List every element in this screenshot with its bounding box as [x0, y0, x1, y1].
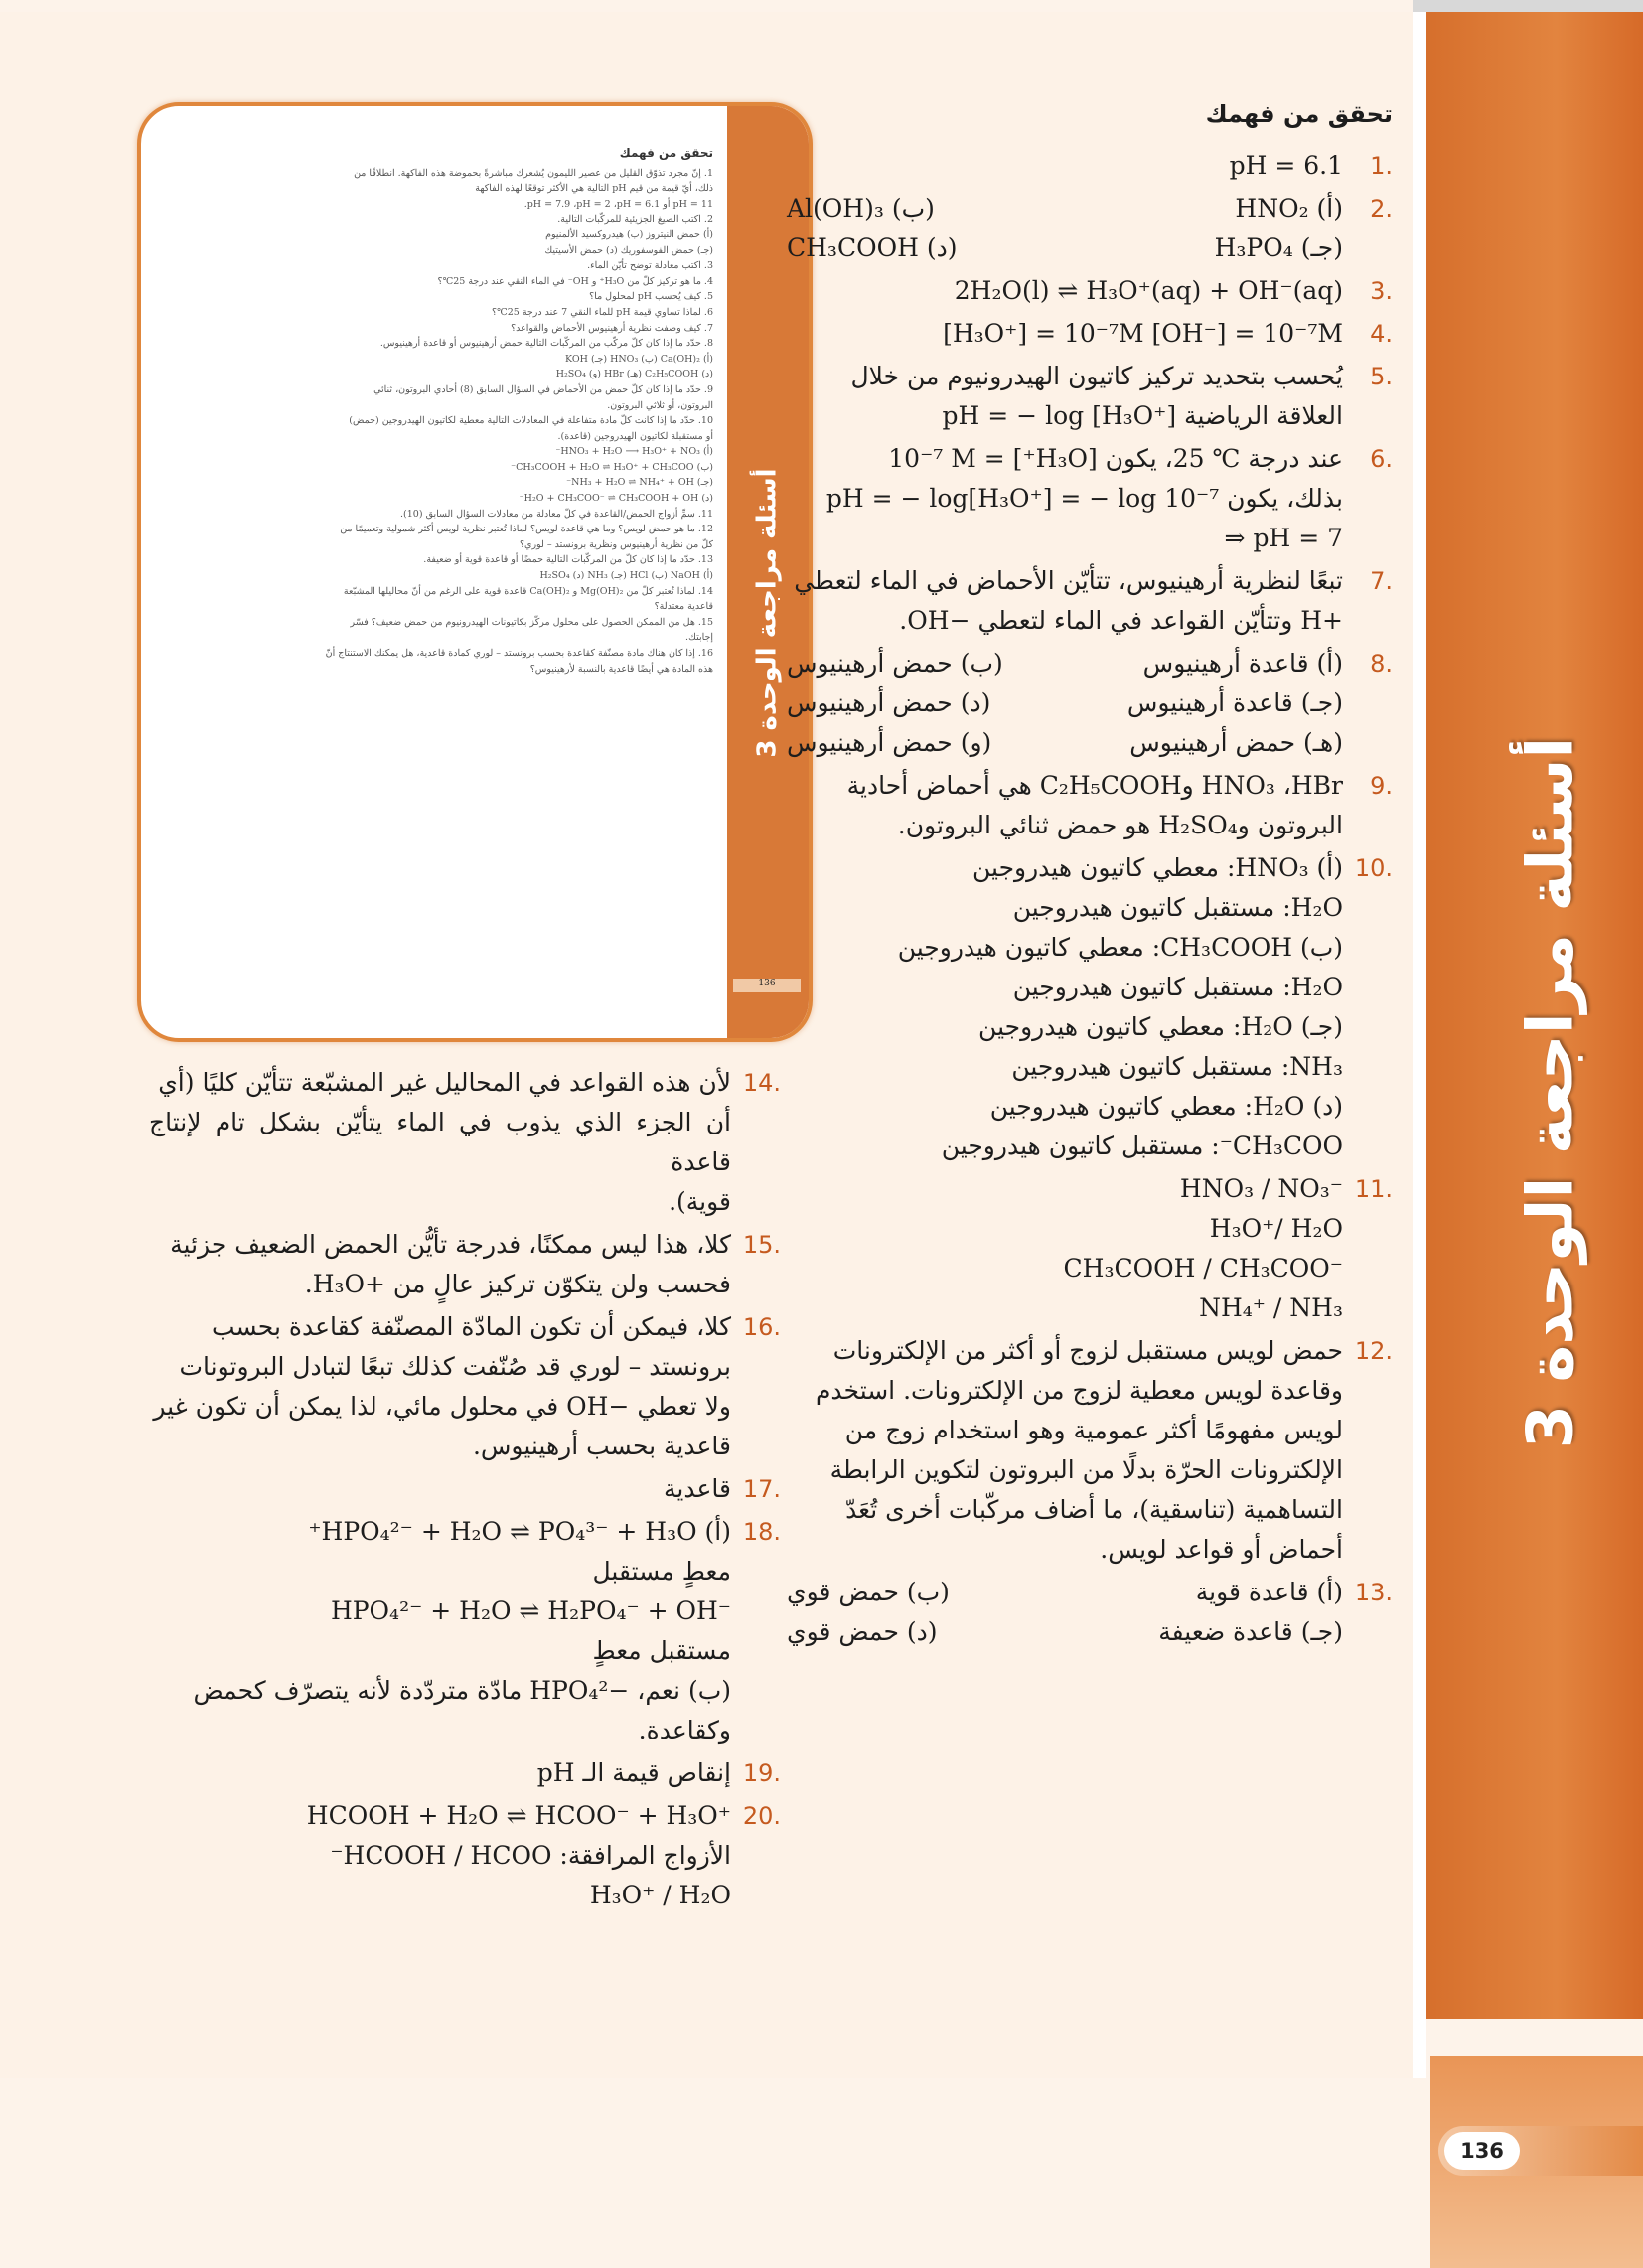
answer-line: معطٍ مستقبل — [592, 1557, 731, 1586]
answers-right-column — [787, 94, 1393, 1655]
answer-item — [787, 644, 1393, 763]
answer-number: .1 — [1370, 152, 1393, 180]
answer-line: (ب) نعم، −HPO₄² مادّة متردّدة لأنه يتصرّف كحمض — [193, 1676, 731, 1705]
thumbnail-line: 10. حدّد ما إذا كانت كلّ مادة متفاعلة في المعادلات التالية معطية لكاتيون الهيدروجين (حمض) — [349, 415, 713, 427]
thumbnail-band-title: أسئلة مراجعة الوحدة 3 — [752, 468, 783, 758]
answer-body — [787, 357, 1343, 436]
thumbnail-heading: تحقق من فهمك — [619, 146, 713, 160]
answer-item — [787, 561, 1393, 641]
answer-line: pH = 6.1 — [1229, 151, 1343, 180]
answer-body — [787, 439, 1343, 558]
answer-item — [149, 1512, 781, 1750]
thumbnail-line: 2. اكتب الصيغ الجزيئية للمركّبات التالية. — [557, 214, 713, 226]
thumbnail-line: 14. لماذا تُعتبر كلّ من Mg(OH)₂ و Ca(OH)₂ قاعدة قوية على الرغم من أنّ محاليلها المشبّعة — [343, 585, 713, 597]
thumbnail-line: (ب) CH₃COOH + H₂O ⇌ H₃O⁺ + CH₃COO⁻ — [511, 461, 713, 473]
answer-line: قوية). — [669, 1187, 731, 1216]
answer-item — [149, 1307, 781, 1466]
answer-body — [787, 314, 1343, 354]
answer-line: وكقاعدة. — [638, 1716, 731, 1744]
answer-item — [787, 314, 1393, 354]
answer-item — [149, 1469, 781, 1509]
unit-title: أسئلة مراجعة الوحدة 3 — [1514, 736, 1587, 1449]
answer-body — [787, 766, 1343, 845]
answer-line: HNO₃ ،HBr وC₂H₅COOH هي أحماض أحادية — [846, 771, 1343, 800]
answer-option: (أ) قاعدة أرهينيوس — [1142, 649, 1343, 678]
thumbnail-line: البروتون، أو ثلاثي البروتون. — [607, 399, 713, 411]
answer-line: لأن هذه القواعد في المحاليل غير المشبّعة تتأيّن كليًا (أي — [158, 1068, 731, 1097]
answer-option: (ب) حمض قوي — [787, 1578, 950, 1606]
thumbnail-line: 8. حدّد ما إذا كان كلّ مركّب من المركّبات التالية حمض أرهينيوس أو قاعدة أرهينيوس. — [379, 338, 713, 350]
thumbnail-line: (جـ) حمض الفوسفوريك (د) حمض الأسيتيك — [544, 244, 713, 256]
student-page-thumbnail — [137, 102, 813, 1042]
thumbnail-line: (جـ) NH₃ + H₂O ⇌ NH₄⁺ + OH⁻ — [566, 477, 713, 489]
answer-number: .6 — [1370, 445, 1393, 473]
top-strip — [1413, 0, 1643, 12]
answer-option-row — [787, 683, 1343, 723]
thumbnail-line: 6. لماذا تساوي قيمة pH للماء النقي 7 عند درجة 25℃؟ — [492, 306, 713, 318]
answer-number: .17 — [742, 1475, 781, 1503]
answer-number: .2 — [1370, 195, 1393, 223]
thumbnail-line: (أ) Ca(OH)₂ (ب) HNO₃ (جـ) KOH — [565, 353, 713, 365]
section-heading: تحقق من فهمك — [1205, 100, 1393, 128]
answer-body — [787, 848, 1343, 1166]
answer-item — [149, 1796, 781, 1915]
answer-item — [787, 357, 1393, 436]
answer-option: (أ) HNO₂ — [1235, 194, 1343, 223]
answer-option-row — [787, 1612, 1343, 1652]
answer-line: فحسب ولن يتكوّن تركيز عالٍ من +H₃O. — [304, 1270, 731, 1298]
answer-line: كلا، فيمكن أن تكون المادّة المصنّفة كقاعدة بحسب — [211, 1312, 731, 1341]
answer-number: .3 — [1370, 277, 1393, 305]
answer-number: .15 — [742, 1231, 781, 1259]
answer-line: ⇒ pH = 7 — [1224, 524, 1343, 552]
answer-option-row — [787, 644, 1343, 683]
answer-line: تبعًا لنظرية أرهينيوس، تتأيّن الأحماض في الماء لتعطي — [794, 566, 1343, 595]
thumbnail-line: هذه المادة هي أيضًا قاعدية بالنسبة لأرهينيوس؟ — [529, 663, 713, 675]
answer-number: .10 — [1354, 854, 1393, 882]
answer-line: عند درجة ℃ 25، يكون [H₃O⁺] = 10⁻⁷ M — [888, 444, 1343, 473]
answer-number: .19 — [742, 1759, 781, 1787]
answer-line: (جـ) H₂O: معطي كاتيون هيدروجين — [978, 1012, 1343, 1041]
thumbnail-line: 12. ما هو حمض لويس؟ وما هي قاعدة لويس؟ لماذا تُعتبر نظرية لويس أكثر شمولية وتعميمًا من — [340, 524, 713, 535]
thumbnail-page-number: 136 — [733, 979, 801, 992]
answer-line: بذلك، يكون pH = − log[H₃O⁺] = − log 10⁻⁷ — [825, 484, 1343, 513]
thumbnail-line: 16. إذا كان هناك مادة مصنّفة كقاعدة بحسب برونستد – لوري كمادة قاعدية، هل يمكنك الاستنتاج أنّ — [325, 648, 713, 659]
answer-line: كلا، هذا ليس ممكنًا، فدرجة تأيُّن الحمض الضعيف جزئية — [170, 1230, 731, 1259]
answer-option: (جـ) قاعدة ضعيفة — [1158, 1617, 1343, 1646]
answer-line: NH₃: مستقبل كاتيون هيدروجين — [1011, 1052, 1343, 1081]
answer-item — [149, 1063, 781, 1222]
answer-option: (جـ) H₃PO₄ — [1214, 233, 1343, 262]
answer-number: .9 — [1370, 772, 1393, 800]
answer-option: (د) حمض قوي — [787, 1617, 938, 1646]
answer-line: وقاعدة لويس معطية لزوج من الإلكترونات. استخدم — [815, 1376, 1343, 1405]
answer-line: البروتون وH₂SO₄ هو حمض ثنائي البروتون. — [897, 811, 1343, 839]
answer-body — [149, 1063, 731, 1222]
answer-option: (د) CH₃COOH — [787, 233, 958, 262]
answer-item — [787, 271, 1393, 311]
answer-line: التساهمية (تناسقية)، ما أضاف مركّبات أخرى تُعَدّ — [845, 1495, 1343, 1524]
answer-number: .12 — [1354, 1337, 1393, 1365]
answer-option-row — [787, 723, 1343, 763]
answer-number: .11 — [1354, 1175, 1393, 1203]
thumbnail-line: 9. حدّد ما إذا كان كلّ حمض من الأحماض في السؤال السابق (8) أحادي البروتون، ثنائي — [373, 383, 713, 395]
answer-body — [149, 1225, 731, 1304]
answer-line: مستقبل معطٍ — [592, 1636, 731, 1665]
answer-line: لويس مفهومًا أكثر عمومية وهو استخدام زوج من — [844, 1416, 1343, 1444]
thumbnail-line: (د) H₂O + CH₃COO⁻ ⇌ CH₃COOH + OH⁻ — [519, 493, 713, 505]
answer-option: (ب) Al(OH)₃ — [787, 194, 935, 223]
answer-line: H₂O: مستقبل كاتيون هيدروجين — [1012, 893, 1343, 922]
answer-item — [787, 1573, 1393, 1652]
answer-body — [787, 1331, 1343, 1570]
answer-line: +H وتتأيّن القواعد في الماء لتعطي −OH. — [899, 606, 1343, 635]
answer-number: .13 — [1354, 1579, 1393, 1606]
answer-body — [149, 1796, 731, 1915]
answer-body — [787, 1169, 1343, 1328]
answer-number: .18 — [742, 1518, 781, 1546]
answer-line: يُحسب بتحديد تركيز كاتيون الهيدرونيوم من خلال — [850, 362, 1343, 390]
thumbnail-line: 11. سمِّ أزواج الحمض/القاعدة في كلّ معادلة من معادلات السؤال السابق (10). — [400, 508, 713, 520]
answers-left-column — [149, 1063, 781, 1918]
thumbnail-line: 5. كيف يُحسب pH لمحلول ما؟ — [589, 291, 713, 303]
thumbnail-line: (د) C₂H₅COOH (هـ) HBr (و) H₂SO₄ — [555, 369, 713, 380]
answer-body — [149, 1307, 731, 1466]
answer-line: (أ) HPO₄²⁻ + H₂O ⇌ PO₄³⁻ + H₃O⁺ — [308, 1517, 731, 1546]
answer-number: .8 — [1370, 650, 1393, 678]
answer-line: أحماض أو قواعد لويس. — [1100, 1535, 1343, 1564]
answer-body — [149, 1512, 731, 1750]
answer-line: ولا تعطي −OH في محلول مائي، لذا يمكن أن تكون غير — [153, 1392, 731, 1421]
answer-line: (د) H₂O: معطي كاتيون هيدروجين — [989, 1092, 1343, 1121]
answer-line: حمض لويس مستقبل لزوج أو أكثر من الإلكترونات — [832, 1336, 1343, 1365]
answer-body — [787, 1573, 1343, 1652]
page-number: 136 — [1444, 2132, 1520, 2170]
answer-number: .7 — [1370, 567, 1393, 595]
thumbnail-line: قاعدية معتدلة؟ — [654, 601, 713, 613]
answer-body — [787, 146, 1343, 186]
answer-option-row — [787, 189, 1343, 228]
answer-line: الأزواج المرافقة: HCOOH / HCOO⁻ — [330, 1841, 731, 1870]
answer-line: H₃O⁺/ H₂O — [1209, 1214, 1343, 1243]
answer-item — [787, 848, 1393, 1166]
answer-number: .16 — [742, 1313, 781, 1341]
answer-item — [787, 439, 1393, 558]
thumbnail-line: 7. كيف وصفت نظرية أرهينيوس الأحماض والقواعد؟ — [511, 322, 713, 334]
answer-body — [787, 644, 1343, 763]
answer-item — [149, 1225, 781, 1304]
answer-body — [149, 1753, 731, 1793]
answer-line: H₃O⁺ / H₂O — [589, 1881, 731, 1909]
answer-option: (و) حمض أرهينيوس — [787, 728, 992, 757]
answer-option: (د) حمض أرهينيوس — [787, 688, 991, 717]
answer-body — [787, 271, 1343, 311]
answer-line: H₂O: مستقبل كاتيون هيدروجين — [1012, 973, 1343, 1001]
thumbnail-line: أو مستقبلة لكاتيون الهيدروجين (قاعدة). — [557, 430, 713, 442]
answer-line: 2H₂O(l) ⇌ H₃O⁺(aq) + OH⁻(aq) — [954, 276, 1343, 305]
answer-item — [787, 1331, 1393, 1570]
answer-line: CH₃COO⁻: مستقبل كاتيون هيدروجين — [941, 1132, 1343, 1160]
answer-line: [H₃O⁺] = 10⁻⁷M [OH⁻] = 10⁻⁷M — [943, 319, 1343, 348]
thumbnail-line: كلّ من نظرية أرهينيوس ونظرية برونستد – لوري؟ — [519, 538, 713, 550]
thumbnail-line: إجابتك. — [685, 632, 713, 644]
answer-option: (جـ) قاعدة أرهينيوس — [1126, 688, 1343, 717]
answer-line: قاعدية بحسب أرهينيوس. — [472, 1432, 731, 1460]
answer-number: .4 — [1370, 320, 1393, 348]
answer-item — [787, 146, 1393, 186]
band-divider — [1413, 12, 1426, 2078]
thumbnail-line: 4. ما هو تركيز كلّ من H₃O⁺ و OH⁻ في الماء النقي عند درجة 25℃؟ — [437, 275, 713, 287]
answer-line: برونستد – لوري قد صُنّفت كذلك تبعًا لتبادل البروتونات — [179, 1352, 731, 1381]
thumbnail-line: 15. هل من الممكن الحصول على محلول مركّز بكاتيونات الهيدرونيوم من حمض ضعيف؟ فسّر — [350, 616, 713, 628]
thumbnail-line: (أ) NaOH (ب) HCl (جـ) NH₃ (د) H₂SO₄ — [539, 570, 713, 582]
thumbnail-line: ذلك، أيّ قيمة من قيم pH التالية هي الأكثر توقعًا لهذه الفاكهة — [475, 183, 713, 195]
thumbnail-line: (أ) حمض النيتروز (ب) هيدروكسيد الألمنيوم — [545, 228, 713, 240]
answer-line: HCOOH + H₂O ⇌ HCOO⁻ + H₃O⁺ — [306, 1801, 731, 1830]
answer-body — [787, 561, 1343, 641]
answer-line: إنقاص قيمة الـ pH — [536, 1758, 731, 1787]
answer-item — [149, 1753, 781, 1793]
answer-line: أن الجزء الذي يذوب في الماء يتأيّن بشكل تام لإنتاج قاعدة — [149, 1108, 731, 1176]
answer-option-row — [787, 228, 1343, 268]
thumbnail-line: (أ) HNO₃ + H₂O ⟶ H₃O⁺ + NO₃⁻ — [555, 446, 713, 458]
answer-number: .5 — [1370, 363, 1393, 390]
answer-option: (هـ) حمض أرهينيوس — [1129, 728, 1343, 757]
thumbnail-line: 3. اكتب معادلة توضح تأيّن الماء. — [587, 260, 713, 272]
answer-body — [149, 1469, 731, 1509]
answer-item — [787, 1169, 1393, 1328]
thumbnail-line: 1. إنّ مجرد تذوّق القليل من عصير الليمون يُشعرك مباشرةً بحموضة هذه الفاكهة. انطلاقًا من — [354, 167, 713, 179]
answer-line: قاعدية — [664, 1474, 731, 1503]
thumbnail-text — [162, 146, 713, 677]
answer-line: HPO₄²⁻ + H₂O ⇌ H₂PO₄⁻ + OH⁻ — [330, 1596, 731, 1625]
answer-line: NH₄⁺ / NH₃ — [1199, 1293, 1343, 1322]
answer-line: CH₃COOH / CH₃COO⁻ — [1063, 1254, 1343, 1283]
answer-line: العلاقة الرياضية pH = − log [H₃O⁺] — [942, 401, 1343, 430]
answer-body — [787, 189, 1343, 268]
answer-option: (ب) حمض أرهينيوس — [787, 649, 1003, 678]
answer-item — [787, 189, 1393, 268]
thumbnail-line: 13. حدّد ما إذا كان كلّ من المركّبات التالية حمضًا أو قاعدة قوية أو ضعيفة. — [423, 554, 713, 566]
answer-item — [787, 766, 1393, 845]
answer-option-row — [787, 1573, 1343, 1612]
answer-line: (أ) HNO₃: معطي كاتيون هيدروجين — [972, 853, 1343, 882]
answer-option: (أ) قاعدة قوية — [1195, 1578, 1343, 1606]
answer-line: الإلكترونات الحرّة بدلًا من البروتون لتكوين الرابطة — [829, 1455, 1343, 1484]
answer-number: .14 — [742, 1069, 781, 1097]
thumbnail-line: pH = 11 أو pH = 7.9 ،pH = 2 ،pH = 6.1. — [523, 198, 713, 210]
answer-line: (ب) CH₃COOH: معطي كاتيون هيدروجين — [897, 933, 1343, 962]
answer-number: .20 — [742, 1802, 781, 1830]
answer-line: HNO₃ / NO₃⁻ — [1179, 1174, 1343, 1203]
